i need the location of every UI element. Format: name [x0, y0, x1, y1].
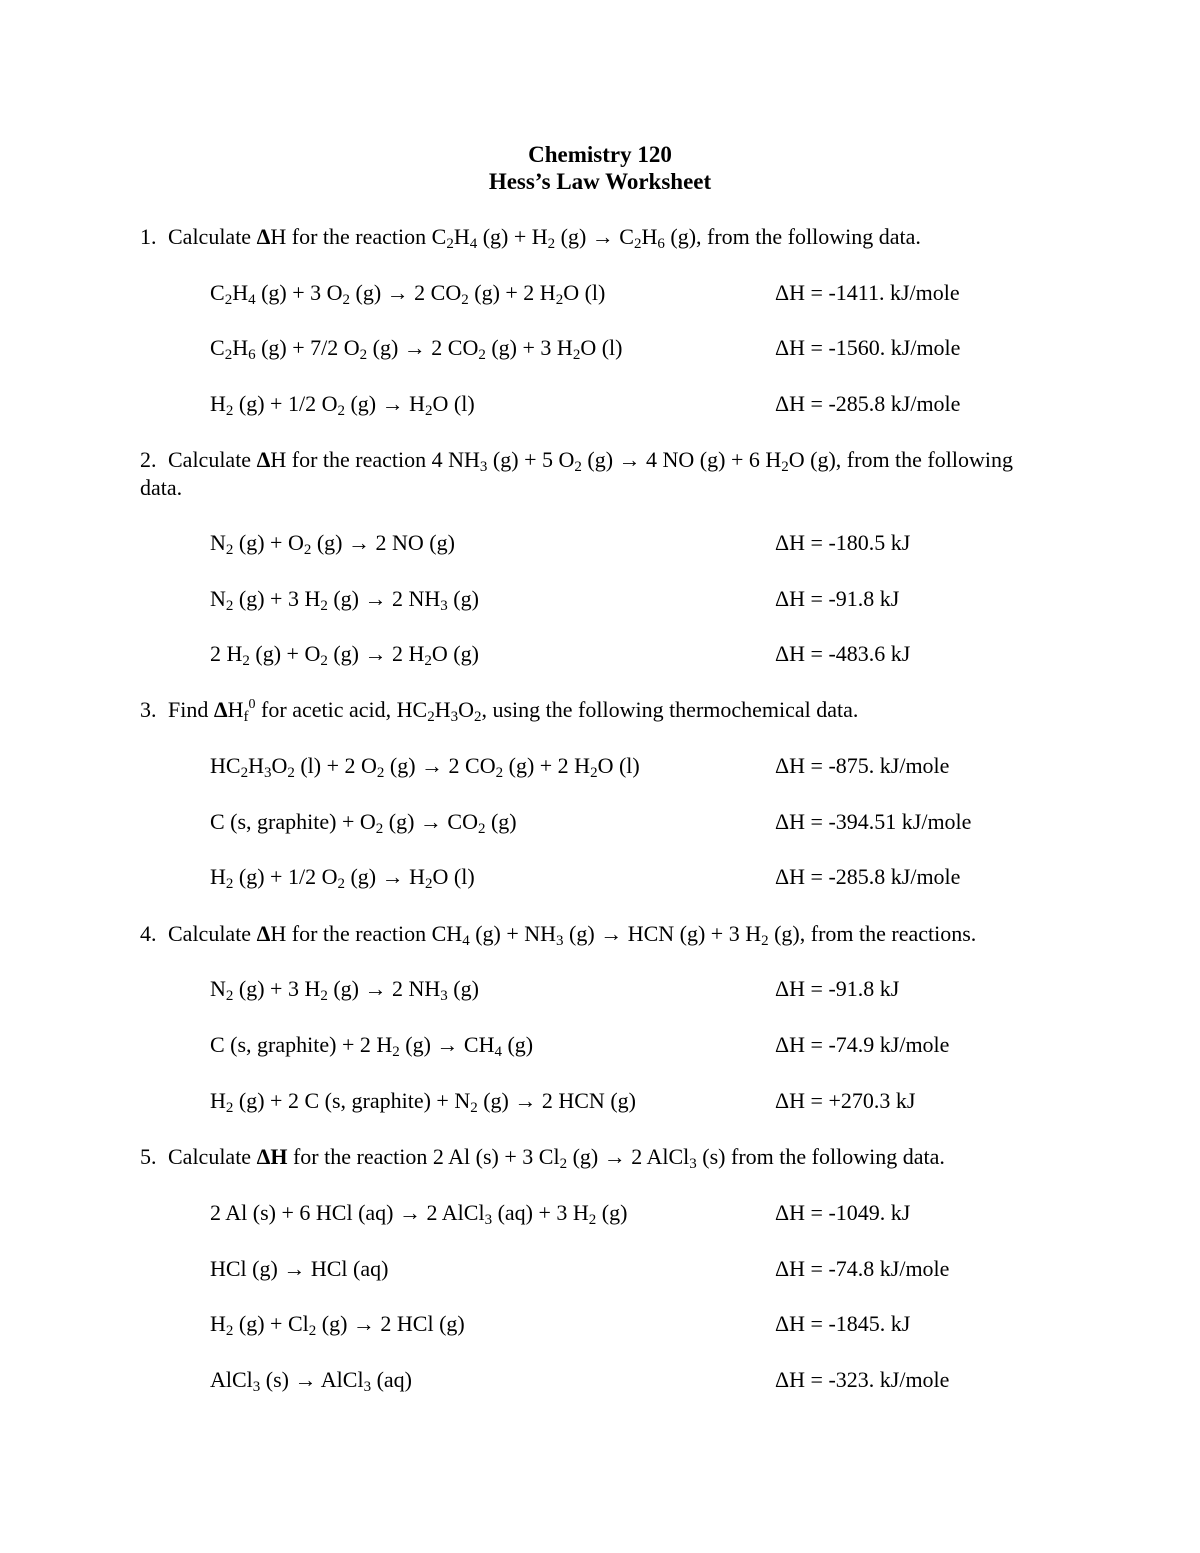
reaction-equation: $C_2H_6$ (g) + 7/2 $O_2$ (g) → 2 $CO_2$ (g) + 3 $H_2O$ (l) [210, 335, 623, 363]
enthalpy-value: ΔH = -1049. kJ [775, 1200, 911, 1225]
enthalpy-value: ΔH = -91.8 kJ [775, 586, 900, 611]
question-number: 1. [140, 224, 157, 249]
question-prompt: Calculate ΔH for the reaction $CH_4$ $(g) + NH_3$ (g) → HCN (g) + 3 $H_2$ (g), from the reactions. [168, 921, 977, 949]
question-5 [140, 1143, 1040, 1171]
question-prompt: Find $\Delta H_f^0$ for acetic acid, $HC_2H_3O_2$, using the following thermochemical data. [168, 697, 859, 725]
question-2 [140, 446, 1040, 502]
enthalpy-value: ΔH = -74.9 kJ/mole [775, 1032, 950, 1057]
question-3 [140, 696, 1040, 724]
enthalpy-value: ΔH = -394.51 kJ/mole [775, 809, 972, 834]
enthalpy-value: ΔH = -1560. kJ/mole [775, 335, 961, 360]
enthalpy-value: ΔH = +270.3 kJ [775, 1088, 916, 1113]
question-number: 2. [140, 447, 157, 472]
question-number: 4. [140, 921, 157, 946]
reaction-equation: HCl (g) → HCl (aq) [210, 1256, 389, 1281]
enthalpy-value: ΔH = -1845. kJ [775, 1311, 911, 1336]
reaction-equation: $H_2$ (g) + 1/2 $O_2$ $(g) \to H_2O$ (l) [210, 391, 475, 419]
reaction-equation: $C_2H_4$ (g) + 3 $O_2$ (g) → 2 $CO_2$ (g) + 2 $H_2O$ (l) [210, 280, 606, 308]
question-prompt: Calculate ΔH for the reaction 4 $NH_3$ (g) + 5 $O_2$ (g) → 4 NO (g) + 6 $H_2O$ (g), from the following data. [140, 447, 1013, 500]
question-prompt: Calculate ΔH for the reaction 2 Al (s) + 3 $Cl_2$ (g) → 2 AlCl$_3$ (s) from the following data. [168, 1144, 945, 1172]
reaction-equation: 2 $H_2$ $(g) + O_2$ (g) → 2 $H_2O$ (g) [210, 641, 479, 669]
question-4 [140, 920, 1060, 948]
enthalpy-value: ΔH = -285.8 kJ/mole [775, 391, 961, 416]
question-prompt: Calculate ΔH for the reaction $C_2H_4$ $(g) + H_2$ $(g) \to C_2H_6$ (g), from the following data. [168, 224, 921, 252]
question-1 [140, 223, 1040, 251]
reaction-equation: C (s, graphite) + $O_2$ $(g) \to CO_2$ (g) [210, 809, 517, 837]
reaction-equation: $N_2$ (g) + 3 $H_2$ (g) → 2 $NH_3$ (g) [210, 586, 479, 614]
reaction-equation: $N_2$ $(g) + O_2$ (g) → 2 NO (g) [210, 530, 455, 558]
reaction-equation: $HC_2H_3O_2$ (l) + 2 $O_2$ (g) → 2 $CO_2$ (g) + 2 $H_2O$ (l) [210, 753, 640, 781]
enthalpy-value: ΔH = -91.8 kJ [775, 976, 900, 1001]
enthalpy-value: ΔH = -180.5 kJ [775, 530, 911, 555]
reaction-equation: $H_2$ (g) + 2 C (s, graphite) + $N_2$ (g) → 2 HCN (g) [210, 1088, 636, 1116]
enthalpy-value: ΔH = -1411. kJ/mole [775, 280, 960, 305]
enthalpy-value: ΔH = -483.6 kJ [775, 641, 911, 666]
reaction-equation: $H_2$ (g) + 1/2 $O_2$ $(g) \to H_2O$ (l) [210, 864, 475, 892]
course-title: Chemistry 120 [528, 142, 672, 167]
reaction-equation: 2 Al (s) + 6 HCl (aq) → 2 AlCl$_3$ (aq) + 3 $H_2$ (g) [210, 1200, 628, 1228]
question-number: 3. [140, 697, 157, 722]
reaction-equation: $N_2$ (g) + 3 $H_2$ (g) → 2 $NH_3$ (g) [210, 976, 479, 1004]
reaction-equation: AlCl$_3$ (s) → AlCl$_3$ (aq) [210, 1367, 413, 1395]
worksheet-title: Hess’s Law Worksheet [488, 169, 712, 194]
reaction-equation: $H_2$ $(g) + Cl_2$ (g) → 2 HCl (g) [210, 1311, 465, 1339]
enthalpy-value: ΔH = -74.8 kJ/mole [775, 1256, 950, 1281]
enthalpy-value: ΔH = -285.8 kJ/mole [775, 864, 961, 889]
question-number: 5. [140, 1144, 157, 1169]
enthalpy-value: ΔH = -323. kJ/mole [775, 1367, 950, 1392]
reaction-equation: C (s, graphite) + 2 $H_2$ $(g) \to CH_4$ (g) [210, 1032, 534, 1060]
enthalpy-value: ΔH = -875. kJ/mole [775, 753, 950, 778]
